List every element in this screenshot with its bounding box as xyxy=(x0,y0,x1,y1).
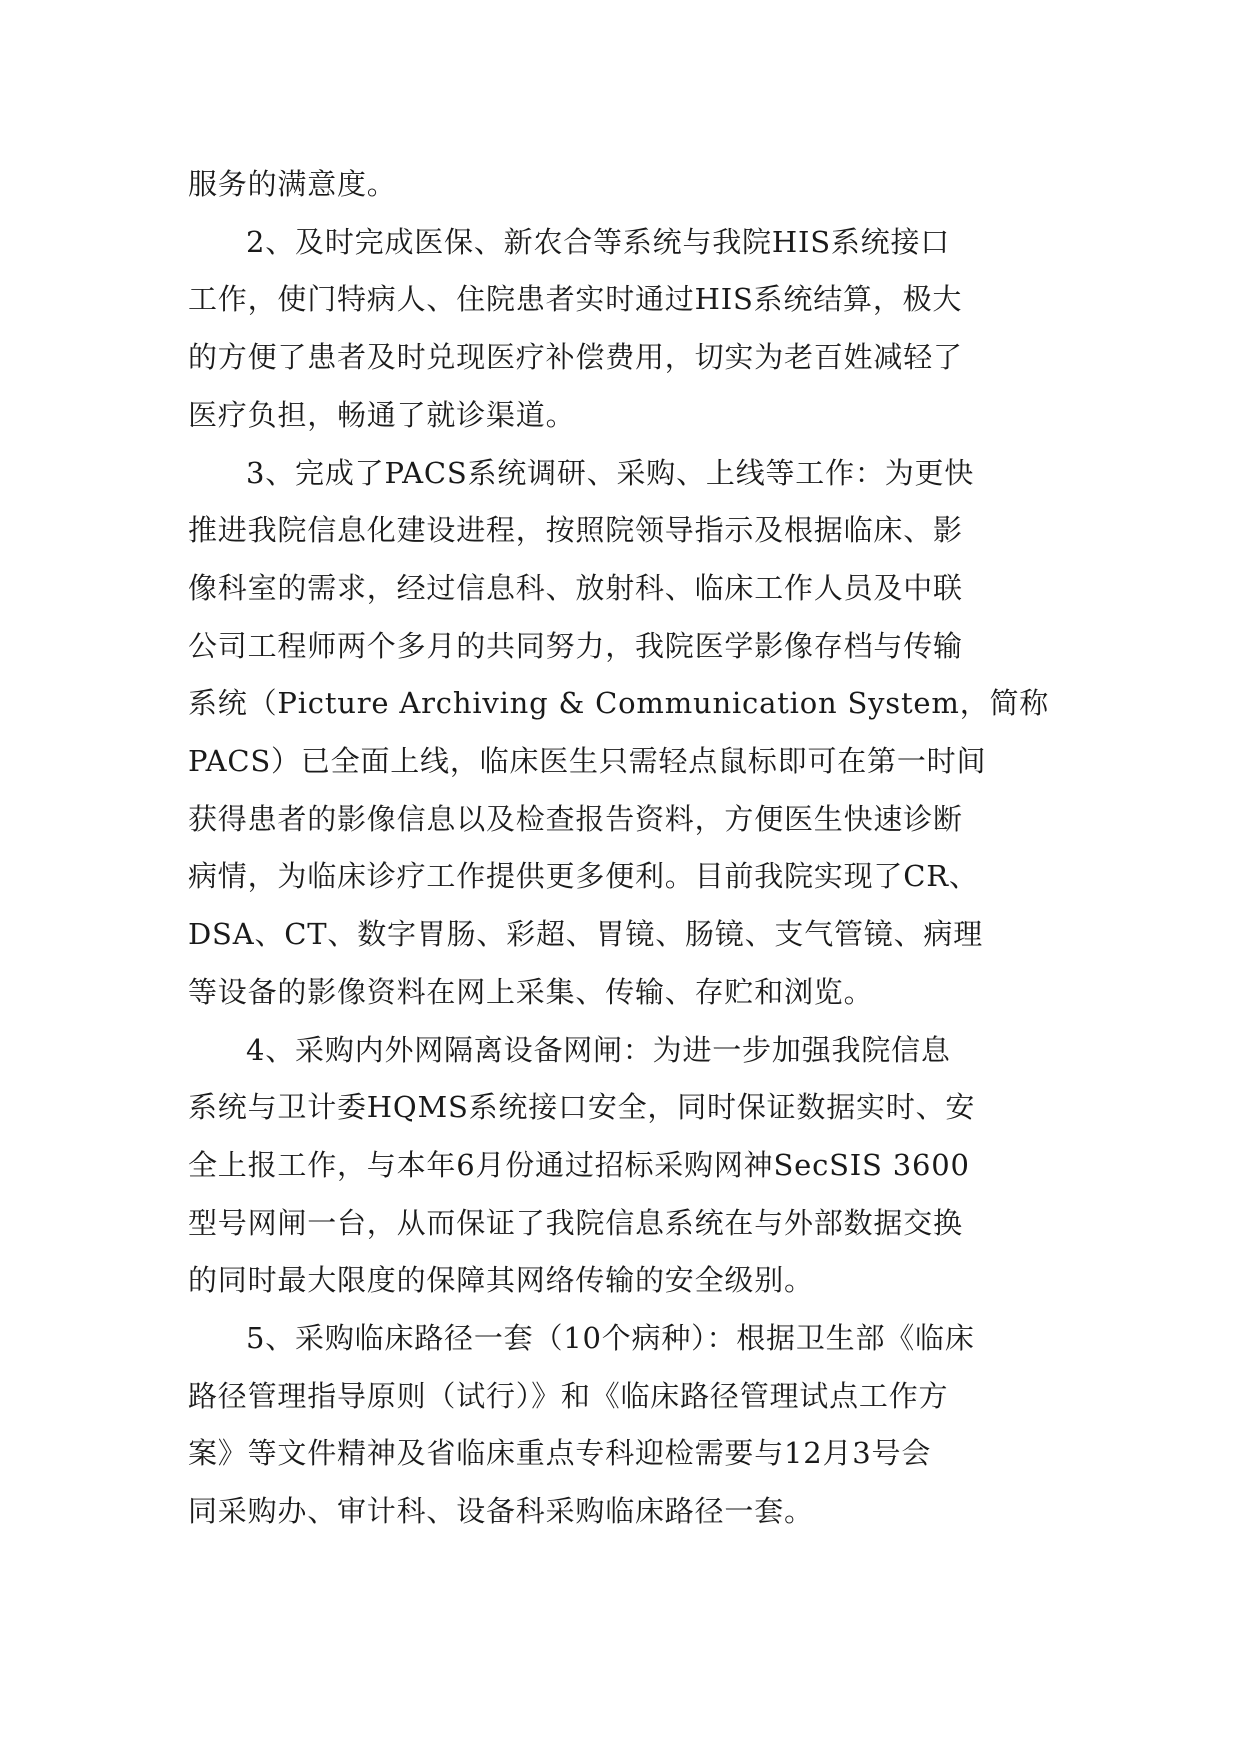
text-line: 公司工程师两个多月的共同努力，我院医学影像存档与传输 xyxy=(188,628,963,663)
text-line: 的方便了患者及时兑现医疗补偿费用，切实为老百姓减轻了 xyxy=(188,340,963,375)
text-line: 工作，使门特病人、住院患者实时通过HIS系统结算，极大 xyxy=(188,282,963,317)
document-body xyxy=(188,156,1060,1541)
paragraph-item-4-network-gateway xyxy=(188,1022,1060,1311)
text-line: 系统与卫计委HQMS系统接口安全，同时保证数据实时、安 xyxy=(188,1090,976,1125)
text-line: 案》等文件精神及省临床重点专科迎检需要与12月3号会 xyxy=(188,1436,932,1471)
text-line: 路径管理指导原则（试行）》和《临床路径管理试点工作方 xyxy=(188,1378,949,1413)
text-line: 系统（Picture Archiving & Communication System，简称 xyxy=(188,686,1050,721)
text-line: 获得患者的影像信息以及检查报告资料，方便医生快速诊断 xyxy=(188,801,963,836)
paragraph-item-2-insurance-interface xyxy=(188,214,1060,445)
text-line: 推进我院信息化建设进程，按照院领导指示及根据临床、影 xyxy=(188,513,963,548)
paragraph-satisfaction-tail xyxy=(188,156,1060,214)
text-line: 4、采购内外网隔离设备网闸：为进一步加强我院信息 xyxy=(246,1032,951,1067)
text-line: 病情，为临床诊疗工作提供更多便利。目前我院实现了CR、 xyxy=(188,859,979,894)
text-line: 同采购办、审计科、设备科采购临床路径一套。 xyxy=(188,1494,814,1529)
text-line: PACS）已全面上线，临床医生只需轻点鼠标即可在第一时间 xyxy=(188,744,987,779)
text-line: DSA、CT、数字胃肠、彩超、胃镜、肠镜、支气管镜、病理 xyxy=(188,917,983,952)
paragraph-item-3-pacs xyxy=(188,445,1060,1022)
text-line: 型号网闸一台，从而保证了我院信息系统在与外部数据交换 xyxy=(188,1205,963,1240)
text-line: 像科室的需求，经过信息科、放射科、临床工作人员及中联 xyxy=(188,570,963,605)
text-line: 5、采购临床路径一套（10个病种）：根据卫生部《临床 xyxy=(246,1321,975,1356)
text-line: 医疗负担，畅通了就诊渠道。 xyxy=(188,397,576,432)
text-line: 的同时最大限度的保障其网络传输的安全级别。 xyxy=(188,1263,814,1298)
text-line: 3、完成了PACS系统调研、采购、上线等工作：为更快 xyxy=(246,455,975,490)
text-line: 2、及时完成医保、新农合等系统与我院HIS系统接口 xyxy=(246,224,951,259)
paragraph-item-5-clinical-pathway xyxy=(188,1310,1060,1541)
text-line: 全上报工作，与本年6月份通过招标采购网神SecSIS 3600 xyxy=(188,1147,970,1182)
text-line: 等设备的影像资料在网上采集、传输、存贮和浏览。 xyxy=(188,974,874,1009)
text-line: 服务的满意度。 xyxy=(188,167,397,201)
